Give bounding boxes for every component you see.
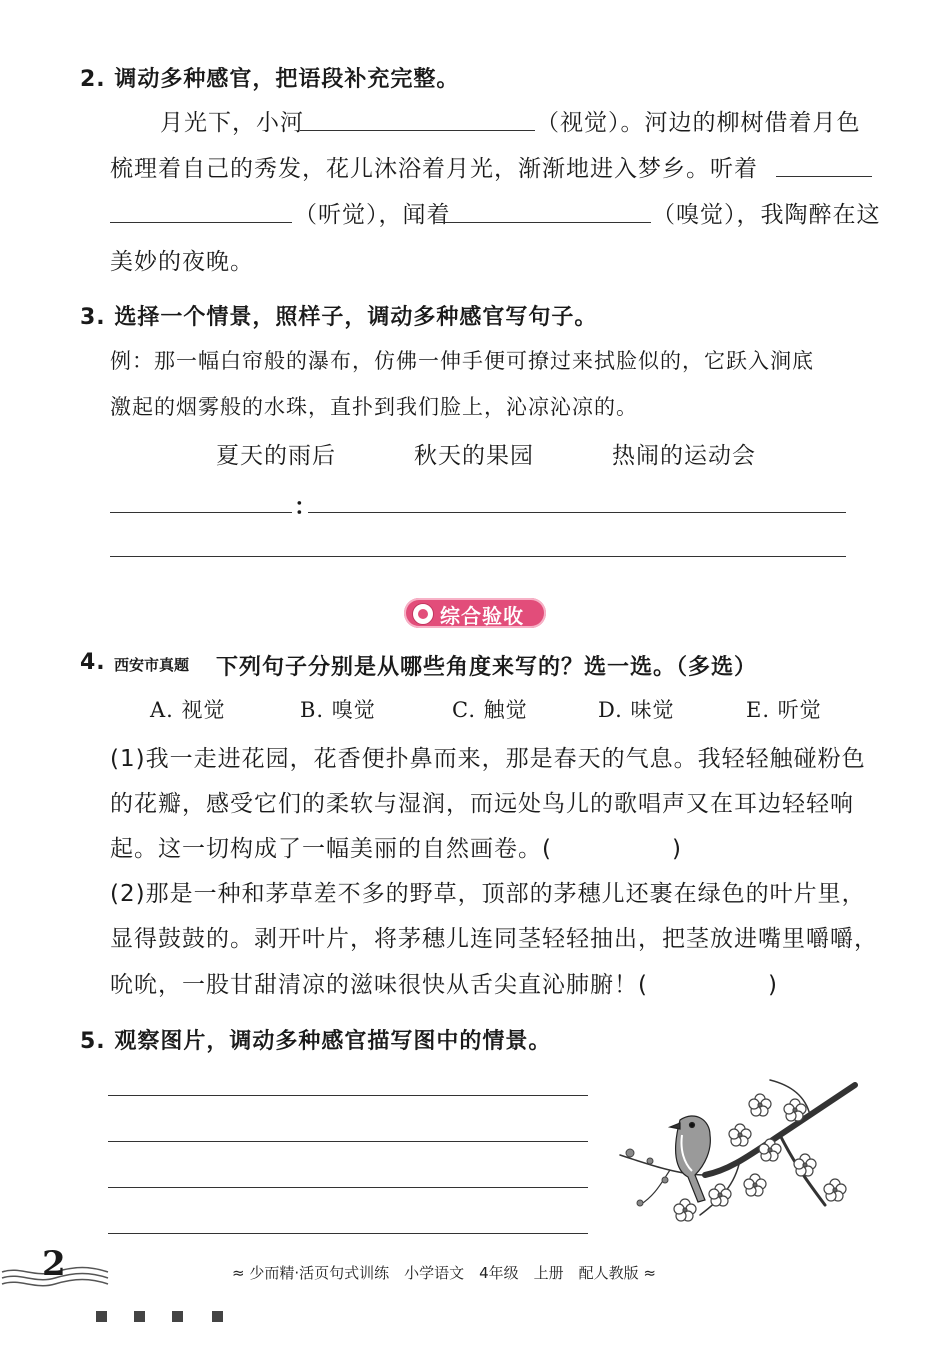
q4-p2-line2: 显得鼓鼓的。剥开叶片，将茅穗儿连同茎轻轻抽出，把茎放进嘴里嚼嚼， — [110, 926, 878, 952]
section-label: 综合验收 — [440, 604, 524, 628]
q4-title: 下列句子分别是从哪些角度来写的？选一选。（多选） — [216, 655, 758, 680]
q3-answer-line-2[interactable] — [110, 556, 846, 557]
q3-answer-line-1[interactable] — [308, 512, 846, 513]
section-badge — [404, 598, 546, 628]
q2-line4: 美妙的夜晚。 — [110, 249, 254, 275]
q4-p2-line3: 吮吮，一股甘甜清凉的滋味很快从舌尖直沁肺腑！( ) — [110, 972, 778, 998]
q5-answer-line-3[interactable] — [108, 1187, 588, 1188]
q2-line2: 梳理着自己的秀发，花儿沐浴着月光，渐渐地进入梦乡。听着 — [110, 156, 758, 182]
q2-blank-hearing-a[interactable] — [776, 176, 872, 177]
q3-option-1[interactable]: 夏天的雨后 — [216, 443, 336, 469]
q4-p1-line1: (1)我一走进花园，花香便扑鼻而来，那是春天的气息。我轻轻触碰粉色 — [110, 746, 866, 772]
footer-book-info: ≈ 少而精·活页句式训练 小学语文 4年级 上册 配人教版 ≈ — [232, 1264, 656, 1282]
q4-p1-line2: 的花瓣，感受它们的柔软与湿润，而远处鸟儿的歌唱声又在耳边轻轻响 — [110, 791, 854, 817]
q2-blank-visual[interactable] — [300, 130, 535, 131]
q4-source-tag: 西安市真题 — [114, 656, 190, 674]
page-number: 2 — [42, 1244, 66, 1284]
footer-mark-1 — [96, 1311, 107, 1322]
q2-blank-hearing-b[interactable] — [110, 222, 292, 223]
q5-answer-line-4[interactable] — [108, 1233, 588, 1234]
q2-blank-smell[interactable] — [436, 222, 651, 223]
q2-line3-b: （嗅觉），我陶醉在这 — [652, 202, 881, 228]
q4-choice-d[interactable]: D. 味觉 — [598, 698, 675, 722]
q4-choice-c[interactable]: C. 触觉 — [452, 698, 528, 722]
bird-on-blossom-branch-illustration — [610, 1075, 860, 1230]
footer-mark-2 — [134, 1311, 145, 1322]
q3-scene-blank[interactable] — [110, 512, 292, 513]
q3-colon: ： — [294, 494, 318, 520]
badge-flower-icon — [412, 603, 434, 625]
footer-mark-3 — [172, 1311, 183, 1322]
q3-example-line1: 例：那一幅白帘般的瀑布，仿佛一伸手便可撩过来拭脸似的，它跃入涧底 — [110, 349, 814, 373]
footer-mark-4 — [212, 1311, 223, 1322]
q3-option-2[interactable]: 秋天的果园 — [414, 443, 534, 469]
q2-line1-end: （视觉）。河边的柳树借着月色 — [536, 110, 861, 136]
q2-line1-start: 月光下，小河 — [160, 110, 304, 136]
q5-answer-line-2[interactable] — [108, 1141, 588, 1142]
q2-line3-a: （听觉），闻着 — [294, 202, 451, 228]
q4-choice-e[interactable]: E. 听觉 — [746, 698, 822, 722]
q4-choice-a[interactable]: A. 视觉 — [150, 698, 226, 722]
q4-p1-line3: 起。这一切构成了一幅美丽的自然画卷。( ) — [110, 836, 682, 862]
q5-title: 5. 观察图片，调动多种感官描写图中的情景。 — [80, 1029, 552, 1054]
q3-title: 3. 选择一个情景，照样子，调动多种感官写句子。 — [80, 305, 598, 330]
q3-example-line2: 激起的烟雾般的水珠，直扑到我们脸上，沁凉沁凉的。 — [110, 395, 638, 419]
q4-choice-b[interactable]: B. 嗅觉 — [300, 698, 376, 722]
q4-number: 4. — [80, 650, 106, 675]
q2-title: 2. 调动多种感官，把语段补充完整。 — [80, 67, 460, 92]
q3-option-3[interactable]: 热闹的运动会 — [612, 443, 756, 469]
q4-p2-line1: (2)那是一种和茅草差不多的野草，顶部的茅穗儿还裹在绿色的叶片里， — [110, 881, 866, 907]
q5-answer-line-1[interactable] — [108, 1095, 588, 1096]
